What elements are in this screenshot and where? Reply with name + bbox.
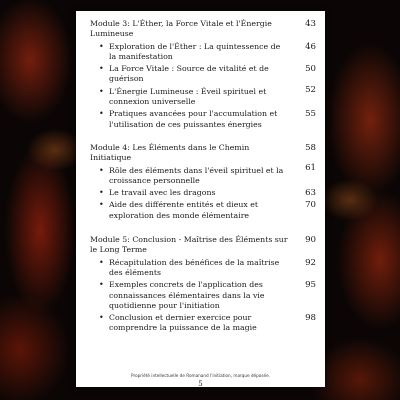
toc-item[interactable] xyxy=(90,64,318,85)
item-title: Exemples concrets de l'application des connaissances élémentaires dans la vie quotidienne pour l'initiation xyxy=(109,280,265,310)
page-ref: 70 xyxy=(305,200,316,211)
copyright-note: Propriété intellectuelle de Romanand l'initiation, marque déposée. xyxy=(131,373,270,378)
toc-module-5[interactable] xyxy=(90,235,318,256)
page-ref: 50 xyxy=(305,64,316,75)
toc-item[interactable] xyxy=(90,313,318,334)
toc-item[interactable] xyxy=(90,84,318,108)
page-ref: 63 xyxy=(305,188,316,199)
item-title: Exploration de l'Éther : La quintessence de la manifestation xyxy=(109,41,281,61)
item-title: Le travail avec les dragons xyxy=(109,188,216,198)
spacer xyxy=(90,221,318,235)
bullet-icon: • xyxy=(99,64,104,74)
page-ref: 95 xyxy=(305,280,316,291)
module-title: Module 5: Conclusion - Maîtrise des Éléments sur le Long Terme xyxy=(90,235,288,255)
toc-item[interactable] xyxy=(90,280,318,311)
item-title: L'Énergie Lumineuse : Éveil spirituel et connexion universelle xyxy=(109,86,267,107)
spacer xyxy=(90,130,318,143)
bullet-icon: • xyxy=(99,200,104,210)
toc-item[interactable] xyxy=(90,200,318,221)
module-title: Module 3: L'Éther, la Force Vitale et l'Énergie Lumineuse xyxy=(90,19,272,39)
page-ref: 46 xyxy=(305,41,316,52)
toc-module-4[interactable] xyxy=(90,143,318,164)
page-ref: 98 xyxy=(305,313,316,324)
bullet-icon: • xyxy=(99,109,104,119)
item-title: Conclusion et dernier exercice pour comprendre la puissance de la magie xyxy=(109,313,257,333)
page-ref: 55 xyxy=(305,109,316,120)
toc-item[interactable] xyxy=(90,109,318,130)
toc-item[interactable] xyxy=(90,258,318,279)
module-title: Module 4: Les Éléments dans le Chemin Initiatique xyxy=(90,142,250,163)
document-page xyxy=(76,11,325,387)
page-ref: 43 xyxy=(305,19,316,29)
toc-item[interactable] xyxy=(90,42,318,63)
toc-item[interactable] xyxy=(90,162,318,187)
bullet-icon: • xyxy=(99,280,104,290)
bullet-icon: • xyxy=(99,165,104,175)
toc-module-3[interactable] xyxy=(90,19,318,40)
page-ref: 90 xyxy=(305,235,316,246)
page-number: 5 xyxy=(198,380,203,388)
page-ref: 58 xyxy=(305,142,316,153)
page-ref: 52 xyxy=(305,84,316,95)
bullet-icon: • xyxy=(99,41,104,51)
item-title: Aide des différente entités et dieux et exploration des monde élémentaire xyxy=(109,200,258,220)
item-title: Récapitulation des bénéfices de la maîtrise des éléments xyxy=(109,257,280,277)
bullet-icon: • xyxy=(99,188,104,198)
page-ref: 92 xyxy=(305,257,316,268)
item-title: Pratiques avancées pour l'accumulation et l'utilisation de ces puissantes énergies xyxy=(109,109,278,129)
item-title: La Force Vitale : Source de vitalité et de guérison xyxy=(109,64,269,84)
bullet-icon: • xyxy=(99,313,104,323)
page-ref: 61 xyxy=(305,162,316,173)
bullet-icon: • xyxy=(99,86,104,96)
table-of-contents xyxy=(90,19,318,334)
toc-item[interactable] xyxy=(90,188,318,198)
bullet-icon: • xyxy=(99,257,104,267)
item-title: Rôle des éléments dans l'éveil spirituel et la croissance personnelle xyxy=(109,165,284,185)
